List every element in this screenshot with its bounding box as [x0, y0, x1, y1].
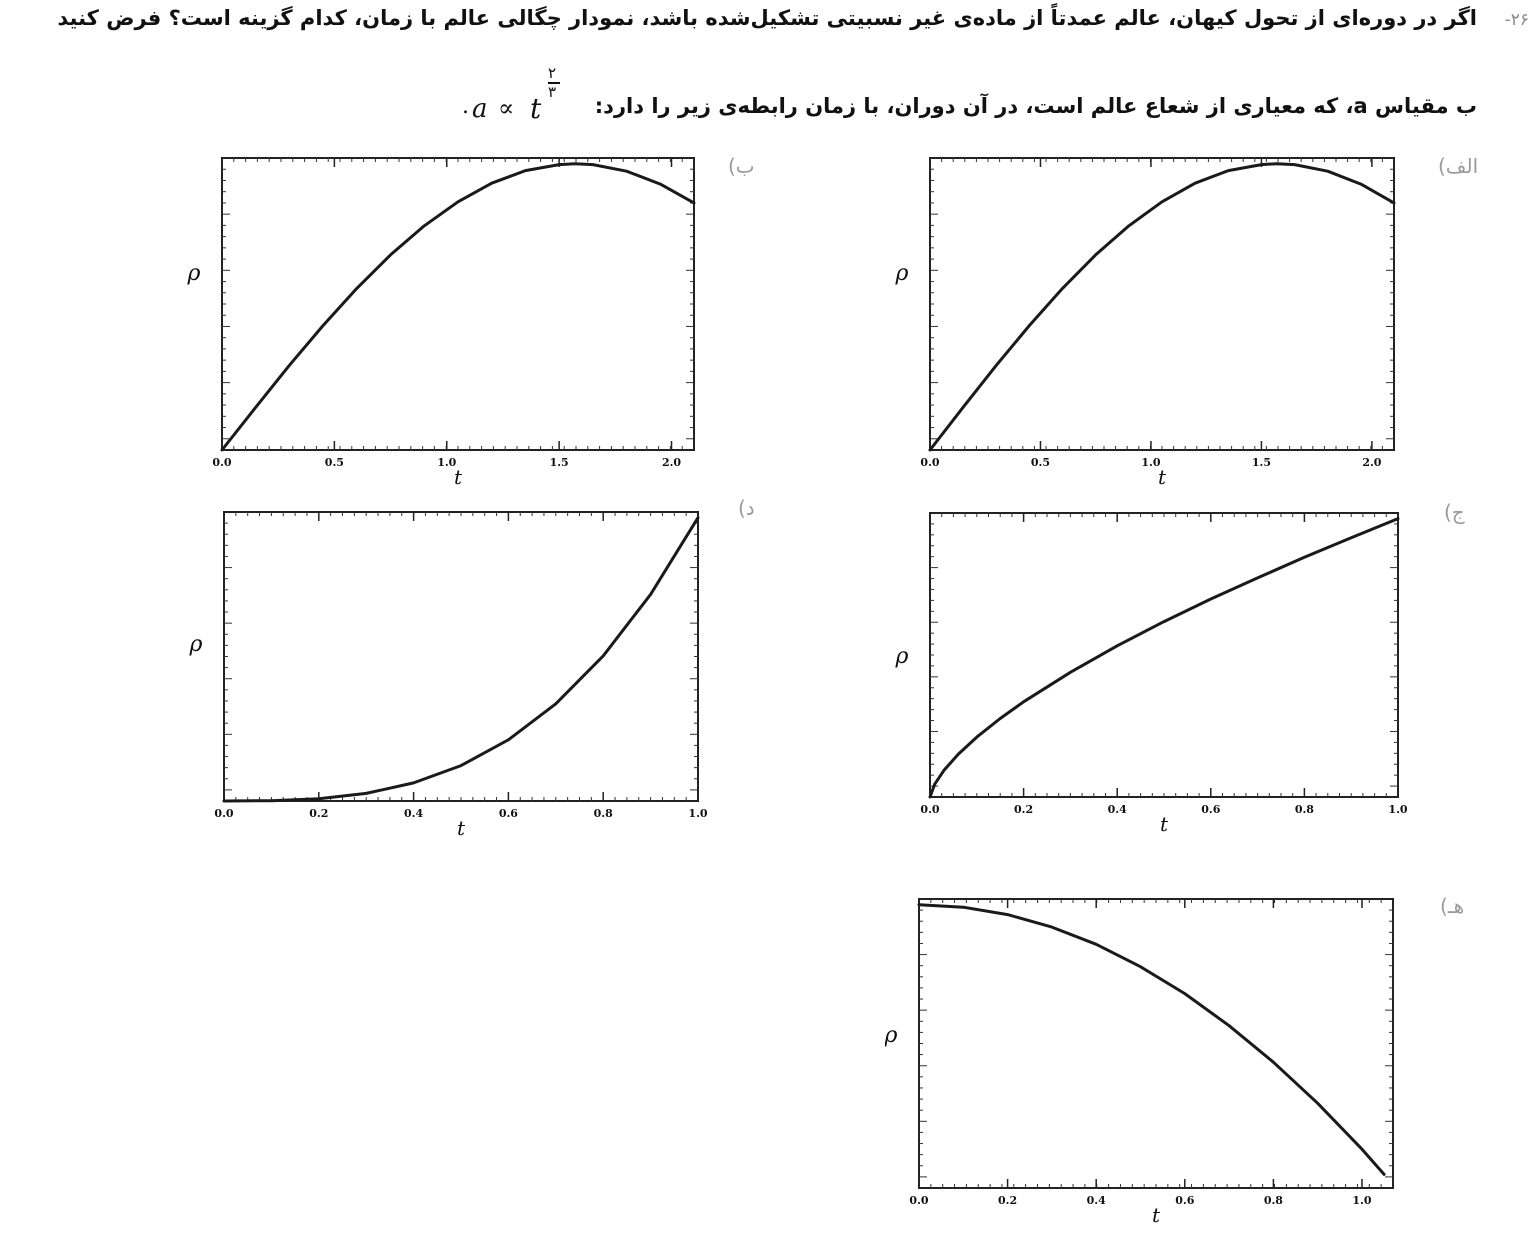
density-curve — [930, 164, 1394, 450]
x-tick-label: 0.4 — [1107, 803, 1127, 816]
x-tick-label: 0.6 — [498, 807, 518, 820]
x-tick-label: 0.0 — [214, 807, 234, 820]
x-tick-label: 0.0 — [920, 803, 940, 816]
x-tick-label: 0.8 — [1294, 803, 1314, 816]
x-tick-label: 0.2 — [1014, 803, 1034, 816]
x-tick-label: 0.2 — [998, 1194, 1018, 1207]
formula-t: t — [530, 92, 542, 125]
x-axis-label: t — [1159, 812, 1169, 836]
y-axis-label: ρ — [189, 632, 203, 657]
x-tick-label: 0.5 — [1030, 456, 1051, 469]
y-axis-label: ρ — [895, 644, 909, 669]
x-tick-label: 1.0 — [1141, 456, 1161, 469]
question-line-1: اگر در دوره‌ای از تحول کیهان، عالم عمدتاً از ماده‌ی غیر نسبیتی تشکیل‌شده باشد، نمودار چگالی عالم با زمان، کدام گزینه است؟ فرض کنید — [57, 6, 1477, 30]
x-tick-label: 1.0 — [1352, 1194, 1372, 1207]
question-line-2: ب مقیاس a، که معیاری از شعاع عالم است، در آن دوران، با زمان رابطه‌ی زیر را دارد: — [594, 94, 1477, 118]
y-axis-label: ρ — [187, 261, 201, 286]
x-tick-label: 0.6 — [1201, 803, 1221, 816]
x-tick-label: 0.0 — [909, 1194, 929, 1207]
option-label-be[interactable]: ب) — [728, 154, 755, 178]
chart-option-he[interactable] — [885, 890, 1400, 1230]
x-tick-label: 1.0 — [437, 456, 457, 469]
plot-frame — [919, 899, 1393, 1188]
chart-option-dal[interactable] — [180, 505, 710, 850]
formula-a: a — [472, 94, 488, 124]
x-tick-label: 0.6 — [1175, 1194, 1195, 1207]
x-tick-label: 0.4 — [404, 807, 424, 820]
option-label-alef[interactable]: الف) — [1438, 154, 1479, 178]
formula-proportional-symbol: ∝ — [498, 94, 515, 122]
x-tick-label: 2.0 — [1362, 456, 1382, 469]
plot-frame — [930, 513, 1398, 797]
x-axis-label: t — [453, 465, 463, 489]
option-label-jim[interactable]: ج) — [1444, 500, 1465, 524]
chart-option-be[interactable] — [180, 150, 700, 490]
x-tick-label: 0.8 — [1263, 1194, 1283, 1207]
chart-option-alef[interactable] — [890, 150, 1410, 490]
y-axis-label: ρ — [895, 261, 909, 286]
density-curve — [224, 518, 698, 801]
x-tick-label: 1.0 — [1388, 803, 1408, 816]
x-tick-label: 0.0 — [212, 456, 232, 469]
option-label-he[interactable]: هـ) — [1440, 894, 1465, 918]
chart-option-jim[interactable] — [890, 505, 1410, 845]
x-tick-label: 2.0 — [661, 456, 682, 469]
density-curve — [222, 164, 694, 450]
option-label-dal[interactable]: د) — [738, 496, 755, 520]
density-curve — [930, 519, 1398, 797]
x-tick-label: 0.5 — [324, 456, 344, 469]
formula-exponent-numerator: ۲ — [548, 64, 557, 82]
plot-frame — [224, 512, 698, 801]
formula-exponent-denominator: ۳ — [548, 83, 557, 101]
x-tick-label: 0.4 — [1086, 1194, 1106, 1207]
x-tick-label: 1.5 — [1251, 456, 1271, 469]
x-axis-label: t — [456, 816, 466, 840]
x-tick-label: 1.5 — [549, 456, 569, 469]
y-axis-label: ρ — [885, 1023, 898, 1048]
x-tick-label: 0.2 — [309, 807, 329, 820]
question-number: ۲۶- — [1504, 10, 1529, 30]
x-axis-label: t — [1157, 465, 1167, 489]
x-tick-label: 1.0 — [688, 807, 708, 820]
x-tick-label: 0.8 — [593, 807, 613, 820]
formula-a-proportional-t — [462, 64, 572, 126]
density-curve — [919, 905, 1384, 1175]
x-axis-label: t — [1151, 1203, 1161, 1227]
formula-period: . — [462, 94, 469, 119]
x-tick-label: 0.0 — [920, 456, 940, 469]
